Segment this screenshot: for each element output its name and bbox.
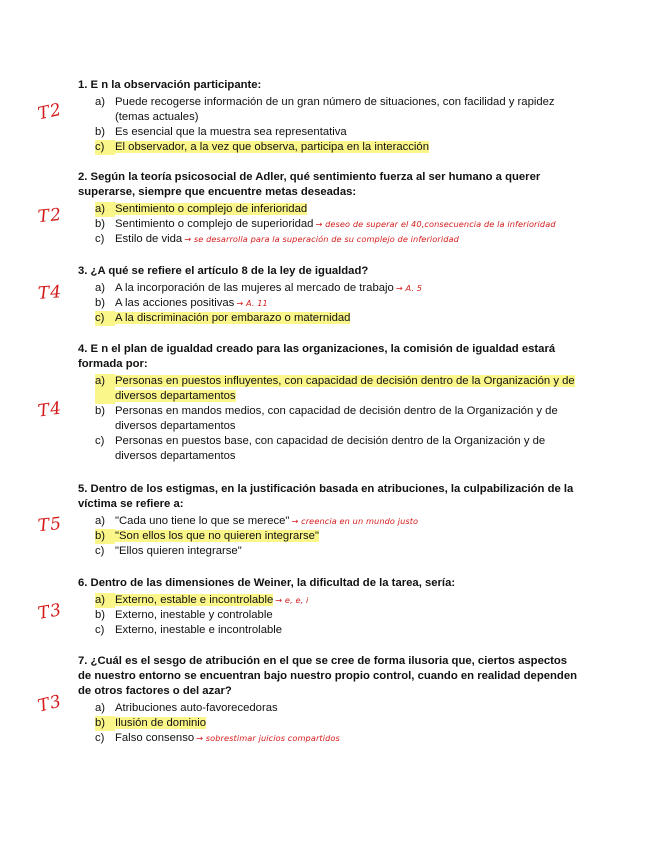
margin-tag-1: T2 (36, 99, 64, 125)
question-title: 6. Dentro de las dimensiones de Weiner, la dificultad de la tarea, sería: (78, 577, 456, 589)
option-letter: c) (95, 624, 105, 636)
question-3 (78, 264, 578, 326)
option-text: Externo, inestable e incontrolable (115, 624, 283, 636)
option-letter: a) (95, 282, 106, 294)
option-letter: a) (95, 374, 115, 404)
option-b-correct (78, 529, 578, 544)
question-2 (78, 170, 578, 247)
option-b-correct (78, 716, 578, 731)
highlighted-answer: Personas en puestos influyentes, con capacidad de decisión dentro de la Organización y de diversos departamentos (115, 375, 575, 402)
option-text: A las acciones positivas (115, 297, 235, 309)
option-a-correct (78, 374, 578, 404)
option-letter: b) (95, 405, 106, 417)
option-text: Sentimiento o complejo de superioridad (115, 218, 314, 230)
option-letter: a) (95, 515, 106, 527)
question-title: 2. Según la teoría psicosocial de Adler, qué sentimiento fuerza al ser humano a querer superarse, siempre que encuentre metas deseadas: (78, 171, 541, 198)
question-6 (78, 576, 578, 638)
question-title: 5. Dentro de los estigmas, en la justificación basada en atribuciones, la culpabilización de la víctima se refiere a: (78, 483, 574, 510)
option-text: "Ellos quieren integrarse" (115, 545, 242, 557)
highlighted-answer: A la discriminación por embarazo o maternidad (115, 312, 351, 324)
question-1 (78, 78, 578, 155)
margin-tag-7: T3 (35, 691, 65, 717)
handwritten-note: → e, e, i (275, 595, 309, 605)
option-c (78, 731, 578, 746)
option-c (78, 623, 578, 638)
option-b (78, 217, 578, 232)
option-a (78, 701, 578, 716)
option-text: A la incorporación de las mujeres al mercado de trabajo (115, 282, 394, 294)
margin-tag-2: T2 (36, 204, 64, 228)
option-letter: a) (95, 96, 106, 108)
option-c (78, 434, 578, 464)
option-a-correct (78, 202, 578, 217)
option-b (78, 296, 578, 311)
option-a-correct (78, 593, 578, 608)
margin-tag-6: T3 (36, 600, 64, 624)
option-text: Personas en mandos medios, con capacidad de decisión dentro de la Organización y de diversos departamentos (115, 405, 558, 432)
question-4 (78, 342, 578, 464)
option-letter: c) (95, 233, 105, 245)
question-title: 4. E n el plan de igualdad creado para las organizaciones, la comisión de igualdad estará formada por: (78, 343, 556, 370)
option-text: Personas en puestos base, con capacidad de decisión dentro de la Organización y de diversos departamentos (115, 435, 546, 462)
handwritten-note: → deseo de superar el 40,consecuencia de la inferioridad (315, 219, 556, 229)
option-text: Externo, inestable y controlable (115, 609, 273, 621)
option-a (78, 514, 578, 529)
option-letter: b) (95, 716, 115, 731)
handwritten-note: → sobrestimar juicios compartidos (196, 733, 340, 743)
highlighted-answer: El observador, a la vez que observa, participa en la interacción (115, 141, 429, 153)
highlighted-answer: Sentimiento o complejo de inferioridad (115, 203, 308, 215)
question-title: 1. E n la observación participante: (78, 79, 262, 91)
question-7 (78, 654, 578, 746)
option-b (78, 608, 578, 623)
option-letter: c) (95, 140, 115, 155)
option-text: "Cada uno tiene lo que se merece" (115, 515, 290, 527)
handwritten-note: → creencia en un mundo justo (291, 516, 419, 526)
margin-tag-4: T4 (36, 398, 64, 422)
option-letter: c) (95, 311, 115, 326)
option-letter: b) (95, 126, 106, 138)
option-c (78, 544, 578, 559)
handwritten-note: → A. 5 (395, 283, 423, 293)
option-c-correct (78, 311, 578, 326)
option-c (78, 232, 578, 247)
question-5 (78, 482, 578, 559)
option-c-correct (78, 140, 578, 155)
question-title: 3. ¿A qué se refiere el artículo 8 de la ley de igualdad? (78, 265, 369, 277)
option-a (78, 95, 578, 125)
highlighted-answer: "Son ellos los que no quieren integrarse" (115, 530, 319, 542)
option-a (78, 281, 578, 296)
option-text: Falso consenso (115, 732, 195, 744)
option-text: Atribuciones auto-favorecedoras (115, 702, 278, 714)
option-letter: a) (95, 202, 115, 217)
highlighted-answer: Externo, estable e incontrolable (115, 594, 274, 606)
option-b (78, 125, 578, 140)
option-letter: c) (95, 732, 105, 744)
option-letter: b) (95, 297, 106, 309)
handwritten-note: → se desarrolla para la superación de su complejo de inferioridad (184, 234, 459, 244)
highlighted-answer: Ilusión de dominio (115, 717, 207, 729)
option-letter: a) (95, 593, 115, 608)
option-letter: c) (95, 545, 105, 557)
option-letter: b) (95, 529, 115, 544)
option-text: Es esencial que la muestra sea representativa (115, 126, 347, 138)
option-letter: b) (95, 218, 106, 230)
option-letter: b) (95, 609, 106, 621)
option-text: Puede recogerse información de un gran número de situaciones, con facilidad y rapidez (temas actuales) (115, 96, 555, 123)
option-b (78, 404, 578, 434)
question-title: 7. ¿Cuál es el sesgo de atribución en el que se cree de forma ilusoria que, ciertos aspectos de nuestro entorno se encuentran bajo nuestro propio control, cuando en realidad dependen de otros factores o del azar? (78, 655, 578, 697)
margin-tag-5: T5 (36, 513, 64, 537)
option-letter: c) (95, 435, 105, 447)
handwritten-note: → A. 11 (236, 298, 268, 308)
option-letter: a) (95, 702, 106, 714)
option-text: Estilo de vida (115, 233, 183, 245)
margin-tag-3: T4 (37, 282, 63, 304)
